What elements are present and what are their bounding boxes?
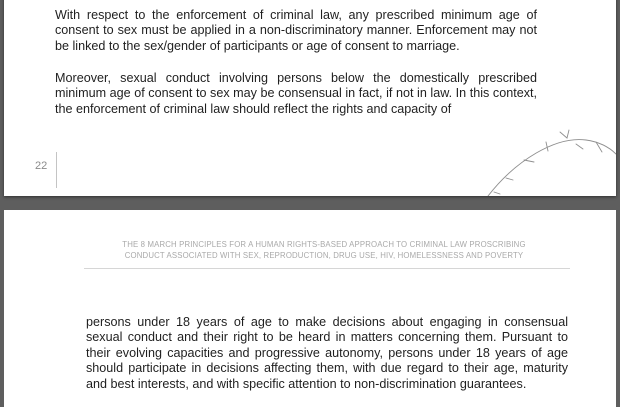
- paragraph: persons under 18 years of age to make decisions about engaging in consensual sexual conduct and their right to be heard in matters concerning them. Pursuant to their evolving capacities and progressive autonomy, persons under 18 years of age should participate in decisions affecting them, with due regard to their age, maturity and best interests, and with specific attention to non-discrimination guarantees.: [86, 315, 568, 391]
- paragraph: Moreover, sexual conduct involving persons below the domestically prescribed minimum age of consent to sex may be consensual in fact, if not in law. In this context, the enforcement of criminal law should reflect the rights and capacity of: [55, 71, 537, 116]
- paragraph: With respect to the enforcement of criminal law, any prescribed minimum age of consent to sex must be applied in a non-discriminatory manner. Enforcement may not be linked to the sex/gender of participants or age of consent to marriage.: [55, 8, 537, 53]
- running-header: [84, 240, 564, 261]
- decorative-line-art: [476, 120, 616, 196]
- running-header-line: THE 8 MARCH PRINCIPLES FOR A HUMAN RIGHTS-BASED APPROACH TO CRIMINAL LAW PROSCRIBING: [122, 240, 526, 249]
- header-divider: [84, 268, 570, 269]
- page-number-divider: [56, 152, 57, 188]
- document-page-bottom[interactable]: [4, 210, 616, 407]
- document-page-top[interactable]: [4, 0, 616, 196]
- page-number: 22: [35, 160, 48, 172]
- running-header-line: CONDUCT ASSOCIATED WITH SEX, REPRODUCTION, DRUG USE, HIV, HOMELESSNESS AND POVERTY: [124, 250, 524, 260]
